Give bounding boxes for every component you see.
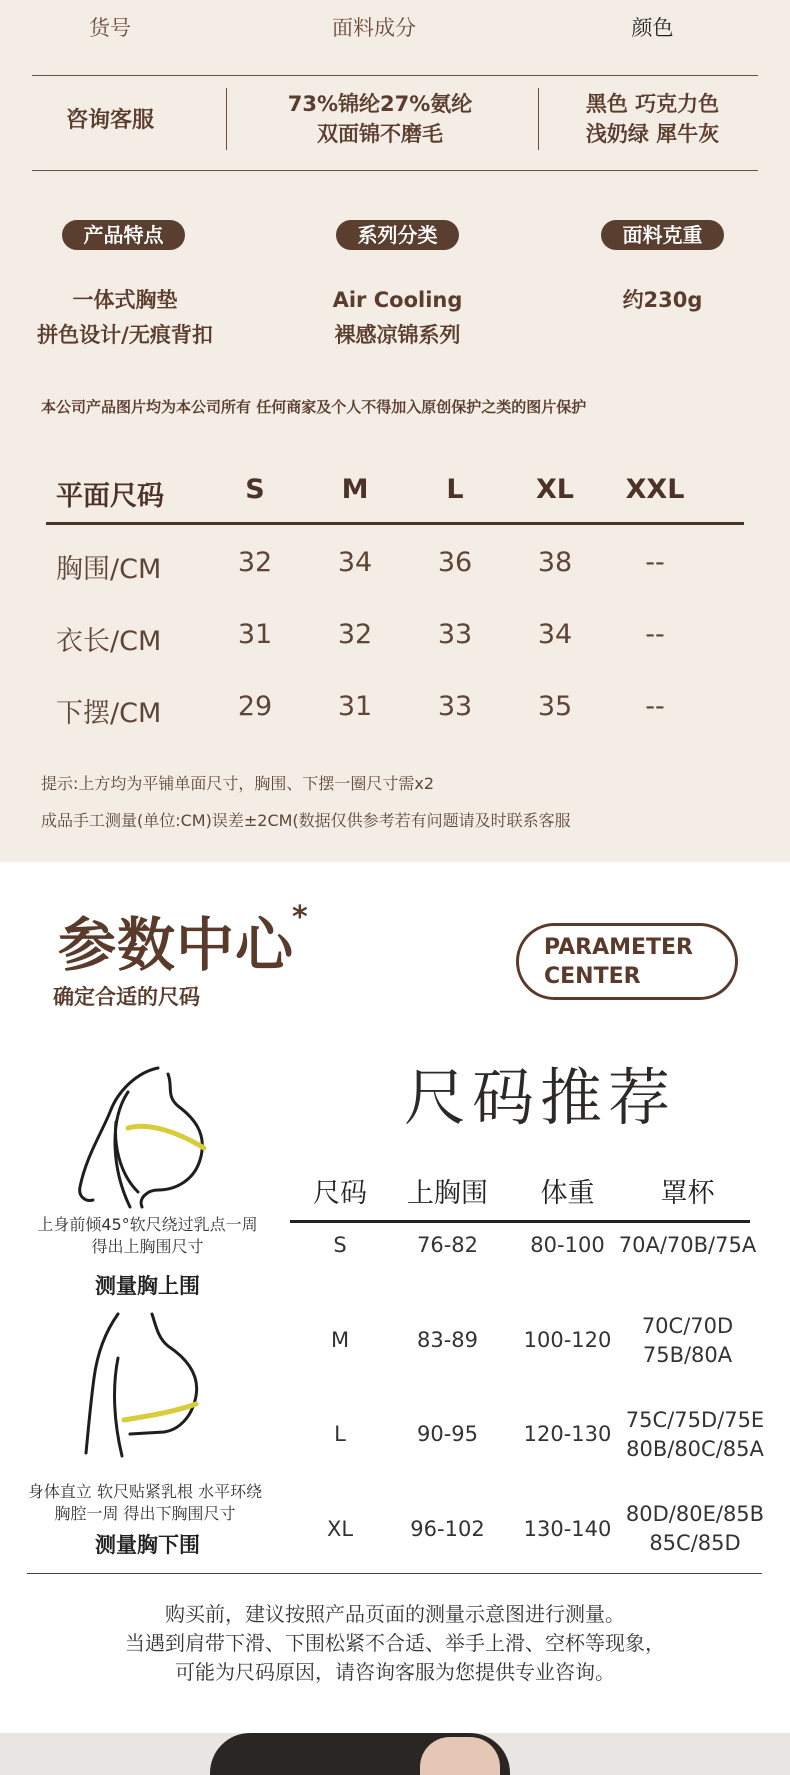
flat-size-header-label: 平面尺码 [56,481,164,512]
flat-size-row-label: 衣长/CM [56,626,162,657]
color-line-2: 浅奶绿 犀牛灰 [585,122,720,146]
advice-line-2: 当遇到肩带下滑、下围松紧不合适、举手上滑、空杯等现象， [125,1631,665,1655]
recommend-chest: 76-82 [416,1233,479,1257]
flat-size-cell: 32 [337,619,373,650]
recommend-header-weight: 体重 [540,1178,595,1209]
feature-pill-series: 系列分类 [336,220,459,250]
lower-measure-line-2: 胸腔一周 得出下胸围尺寸 [54,1504,236,1523]
recommend-title: 尺码推荐 [404,1061,677,1134]
header-item-no: 货号 [89,16,131,40]
feature-product-line-2: 拼色设计/无痕背扣 [37,323,213,347]
recommend-weight: 130-140 [523,1517,612,1541]
upper-measure-label: 测量胸上围 [95,1274,200,1298]
param-center-subtitle: 确定合适的尺码 [53,985,200,1009]
note-1: 提示:上方均为平铺单面尺寸，胸围、下摆一圈尺寸需x2 [41,774,435,793]
header-fabric: 面料成分 [332,16,416,40]
flat-size-cell: 38 [537,547,573,578]
feature-series-line-2: 裸感凉锦系列 [334,323,461,347]
flat-size-cell: 35 [537,691,573,722]
recommend-chest: 90-95 [416,1422,479,1446]
divider [538,88,539,150]
feature-series-line-1: Air Cooling [332,288,463,312]
param-center-badge [516,923,738,1000]
recommend-cup: 85C/85D [649,1531,741,1555]
upper-measure-line-1: 上身前倾45°软尺绕过乳点一周 [37,1215,258,1234]
copyright-notice: 本公司产品图片均为本公司所有 任何商家及个人不得加入原创保护之类的图片保护 [41,398,587,416]
flat-size-cell: 36 [437,547,473,578]
recommend-cup: 75B/80A [642,1343,733,1367]
param-center-title: 参数中心 [58,911,295,979]
advice-line-3: 可能为尺码原因，请咨询客服为您提供专业咨询。 [175,1660,615,1684]
table-rule [46,522,744,525]
recommend-cup: 80D/80E/85B [625,1502,765,1526]
recommend-header-chest: 上胸围 [407,1178,488,1209]
header-color: 颜色 [631,16,674,40]
feature-pill-weight: 面料克重 [601,220,724,250]
recommend-size: L [334,1422,346,1446]
recommend-size: M [330,1328,350,1352]
flat-size-cell: 32 [237,547,273,578]
flat-size-header-xl: XL [535,474,575,505]
recommend-weight: 80-100 [530,1233,605,1257]
lower-measure-label: 测量胸下围 [95,1533,200,1557]
recommend-chest: 83-89 [416,1328,479,1352]
advice-line-1: 购买前，建议按照产品页面的测量示意图进行测量。 [165,1602,625,1626]
model-face [420,1737,500,1775]
badge-line-2: CENTER [544,964,641,989]
flat-size-row-label: 胸围/CM [56,554,162,585]
recommend-cup: 75C/75D/75E [625,1408,765,1432]
recommend-cup: 80B/80C/85A [626,1437,764,1461]
recommend-weight: 120-130 [523,1422,612,1446]
recommend-size: S [333,1233,347,1257]
model-photo [0,1733,790,1775]
flat-size-cell: 31 [337,691,373,722]
flat-size-cell: 33 [437,619,473,650]
fabric-line-1: 73%锦纶27%氨纶 [287,92,473,116]
divider [32,75,758,76]
upper-measure-line-2: 得出上胸围尺寸 [91,1237,204,1256]
param-center-star: * [292,900,308,935]
flat-size-cell: -- [645,691,665,722]
flat-size-header-l: L [446,474,464,505]
recommend-header-size: 尺码 [313,1178,367,1209]
recommend-cup: 70C/70D [641,1314,734,1338]
feature-product-line-1: 一体式胸垫 [72,288,178,312]
badge-line-1: PARAMETER [544,935,693,960]
recommend-size: XL [326,1517,354,1541]
flat-size-cell: 34 [537,619,573,650]
note-2: 成品手工测量(单位:CM)误差±2CM(数据仅供参考若有问题请及时联系客服 [41,811,571,830]
flat-size-cell: 29 [237,691,273,722]
flat-size-header-xxl: XXL [625,474,685,505]
flat-size-cell: -- [645,547,665,578]
service-label: 咨询客服 [65,108,154,133]
feature-pill-product: 产品特点 [62,220,185,250]
recommend-weight: 100-120 [523,1328,612,1352]
flat-size-row-label: 下摆/CM [56,698,162,729]
flat-size-header-m: M [341,474,369,505]
flat-size-cell: -- [645,619,665,650]
recommend-header-cup: 罩杯 [660,1178,715,1209]
flat-size-header-s: S [245,474,265,505]
lower-measure-line-1: 身体直立 软尺贴紧乳根 水平环绕 [27,1482,263,1501]
recommend-chest: 96-102 [410,1517,485,1541]
lower-chest-illustration-icon [68,1308,218,1458]
divider [226,88,227,150]
flat-size-cell: 34 [337,547,373,578]
upper-chest-illustration-icon [68,1062,218,1212]
recommend-cup: 70A/70B/75A [618,1233,757,1257]
feature-weight-line-1: 约230g [622,288,703,312]
divider [27,1573,762,1574]
flat-size-cell: 33 [437,691,473,722]
recommend-rule [290,1220,750,1223]
fabric-line-2: 双面锦不磨毛 [317,122,443,146]
flat-size-cell: 31 [237,619,273,650]
color-line-1: 黑色 巧克力色 [585,92,720,116]
divider [32,170,758,171]
